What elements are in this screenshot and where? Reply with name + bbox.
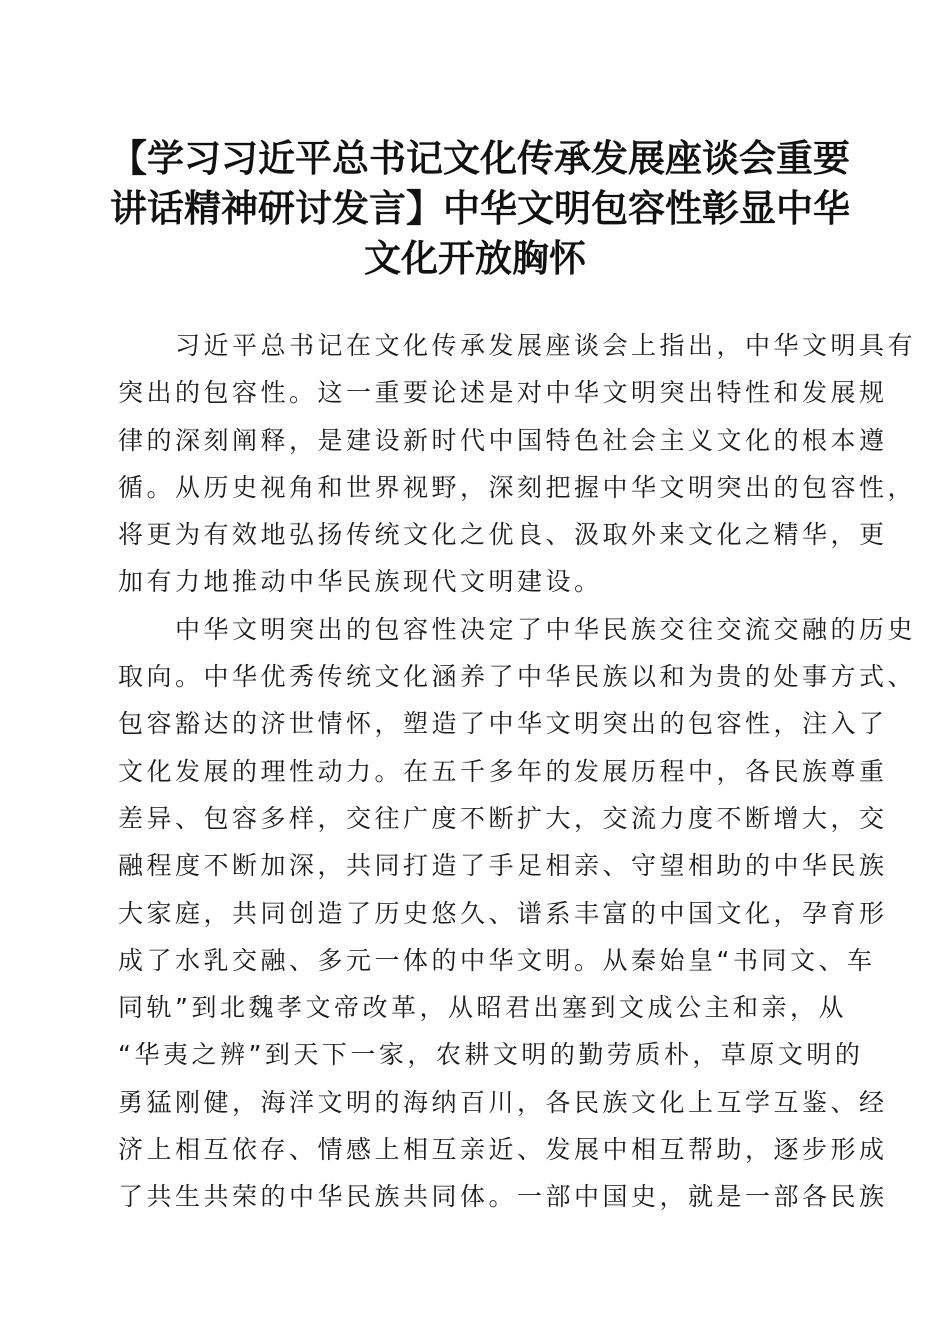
body-line: “华夷之辨”到天下一家，农耕文明的勤劳质朴，草原文明的 xyxy=(118,1040,864,1070)
body-line: 大家庭，共同创造了历史悠久、谱系丰富的中国文化，孕育形 xyxy=(118,898,888,928)
body-line: 融程度不断加深，共同打造了手足相亲、守望相助的中华民族 xyxy=(118,851,888,881)
body-line: 取向。中华优秀传统文化涵养了中华民族以和为贵的处事方式、 xyxy=(118,662,917,692)
body-line: 成了水乳交融、多元一体的中华文明。从秦始皇“书同文、车 xyxy=(118,945,876,975)
title-line: 【学习习近平总书记文化传承发展座谈会重要 xyxy=(110,136,850,180)
body-line: 律的深刻阐释，是建设新时代中国特色社会主义文化的根本遵 xyxy=(118,425,888,455)
body-line: 习近平总书记在文化传承发展座谈会上指出，中华文明具有 xyxy=(118,331,917,360)
body-line: 济上相互依存、情感上相互亲近、发展中相互帮助，逐步形成 xyxy=(118,1135,888,1165)
title-line: 文化开放胸怀 xyxy=(364,236,586,280)
body-line: 文化发展的理性动力。在五千多年的发展历程中，各民族尊重 xyxy=(118,756,888,786)
body-line: 了共生共荣的中华民族共同体。一部中国史，就是一部各民族 xyxy=(118,1182,888,1212)
document-title xyxy=(110,133,850,283)
body-line: 同轨”到北魏孝文帝改革，从昭君出塞到文成公主和亲，从 xyxy=(118,993,847,1023)
body-line: 突出的包容性。这一重要论述是对中华文明突出特性和发展规 xyxy=(118,378,888,408)
body-line: 将更为有效地弘扬传统文化之优良、汲取外来文化之精华，更 xyxy=(118,520,888,550)
title-line: 讲话精神研讨发言】中华文明包容性彰显中华 xyxy=(110,186,850,230)
body-line: 差异、包容多样，交往广度不断扩大，交流力度不断增大，交 xyxy=(118,803,888,833)
document-body xyxy=(118,322,917,1221)
body-line: 中华文明突出的包容性决定了中华民族交往交流交融的历史 xyxy=(118,614,917,644)
body-line: 加有力地推动中华民族现代文明建设。 xyxy=(118,567,603,597)
body-line: 循。从历史视角和世界视野，深刻把握中华文明突出的包容性， xyxy=(118,472,917,502)
body-line: 包容豁达的济世情怀，塑造了中华文明突出的包容性，注入了 xyxy=(118,709,888,739)
body-line: 勇猛刚健，海洋文明的海纳百川，各民族文化上互学互鉴、经 xyxy=(118,1087,888,1117)
